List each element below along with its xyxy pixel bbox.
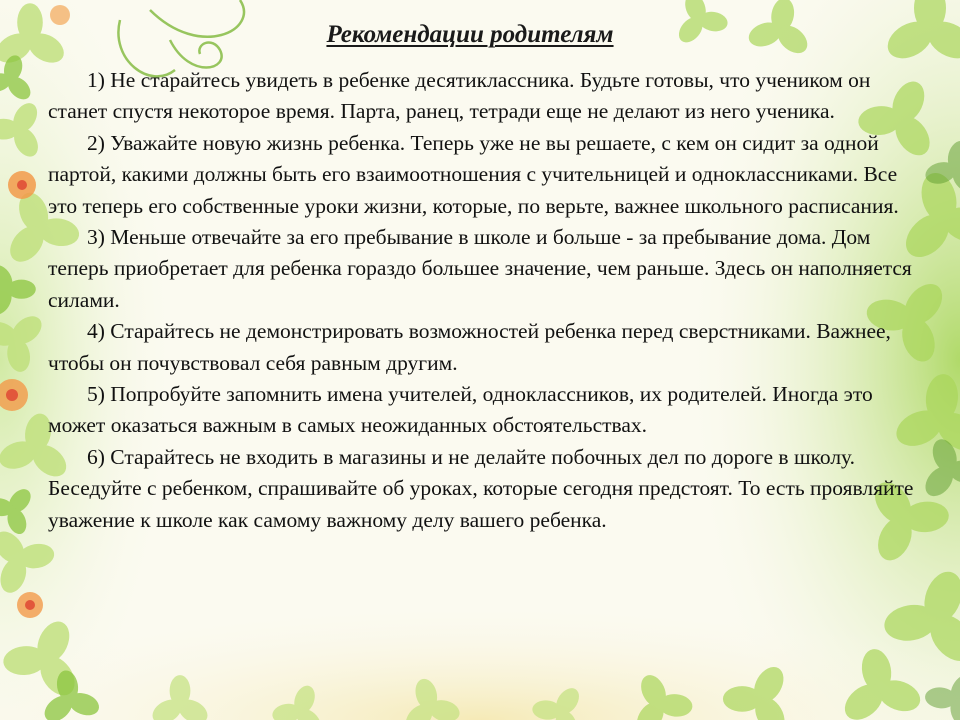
recommendation-item: 6) Старайтесь не входить в магазины и не делайте побочных дел по дороге в школу. Беседуйте с ребенком, спрашивайте об уроках, которые сегодня предстоят. То есть проявляйте уважение к школе как самому важному делу вашего ребенка. <box>48 444 914 532</box>
recommendation-item: 2) Уважайте новую жизнь ребенка. Теперь уже не вы решаете, с кем он сидит за одной партой, какими должны быть его взаимоотношения с учительницей и одноклассниками. Все это теперь его собственные уроки жизни, которые, по верьте, важнее школьного расписания. <box>48 130 899 218</box>
page-title: Рекомендации родителям <box>326 20 614 48</box>
recommendation-item: 5) Попробуйте запомнить имена учителей, одноклассников, их родителей. Иногда это может оказаться важным в самых неожиданных обстоятельствах. <box>48 382 873 438</box>
recommendation-item: 1) Не старайтесь увидеть в ребенке десятиклассника. Будьте готовы, что учеником он станет спустя некоторое время. Парта, ранец, тетради еще не делают из него ученика. <box>48 68 871 124</box>
recommendation-item: 4) Старайтесь не демонстрировать возможностей ребенка перед сверстниками. Важнее, чтобы он почувствовал себя равным другим. <box>48 319 891 375</box>
recommendation-item: 3) Меньше отвечайте за его пребывание в школе и больше - за пребывание дома. Дом теперь приобретает для ребенка гораздо большее значение, чем раньше. Здесь он наполняется силами. <box>48 225 912 312</box>
recommendations-list <box>48 65 914 536</box>
